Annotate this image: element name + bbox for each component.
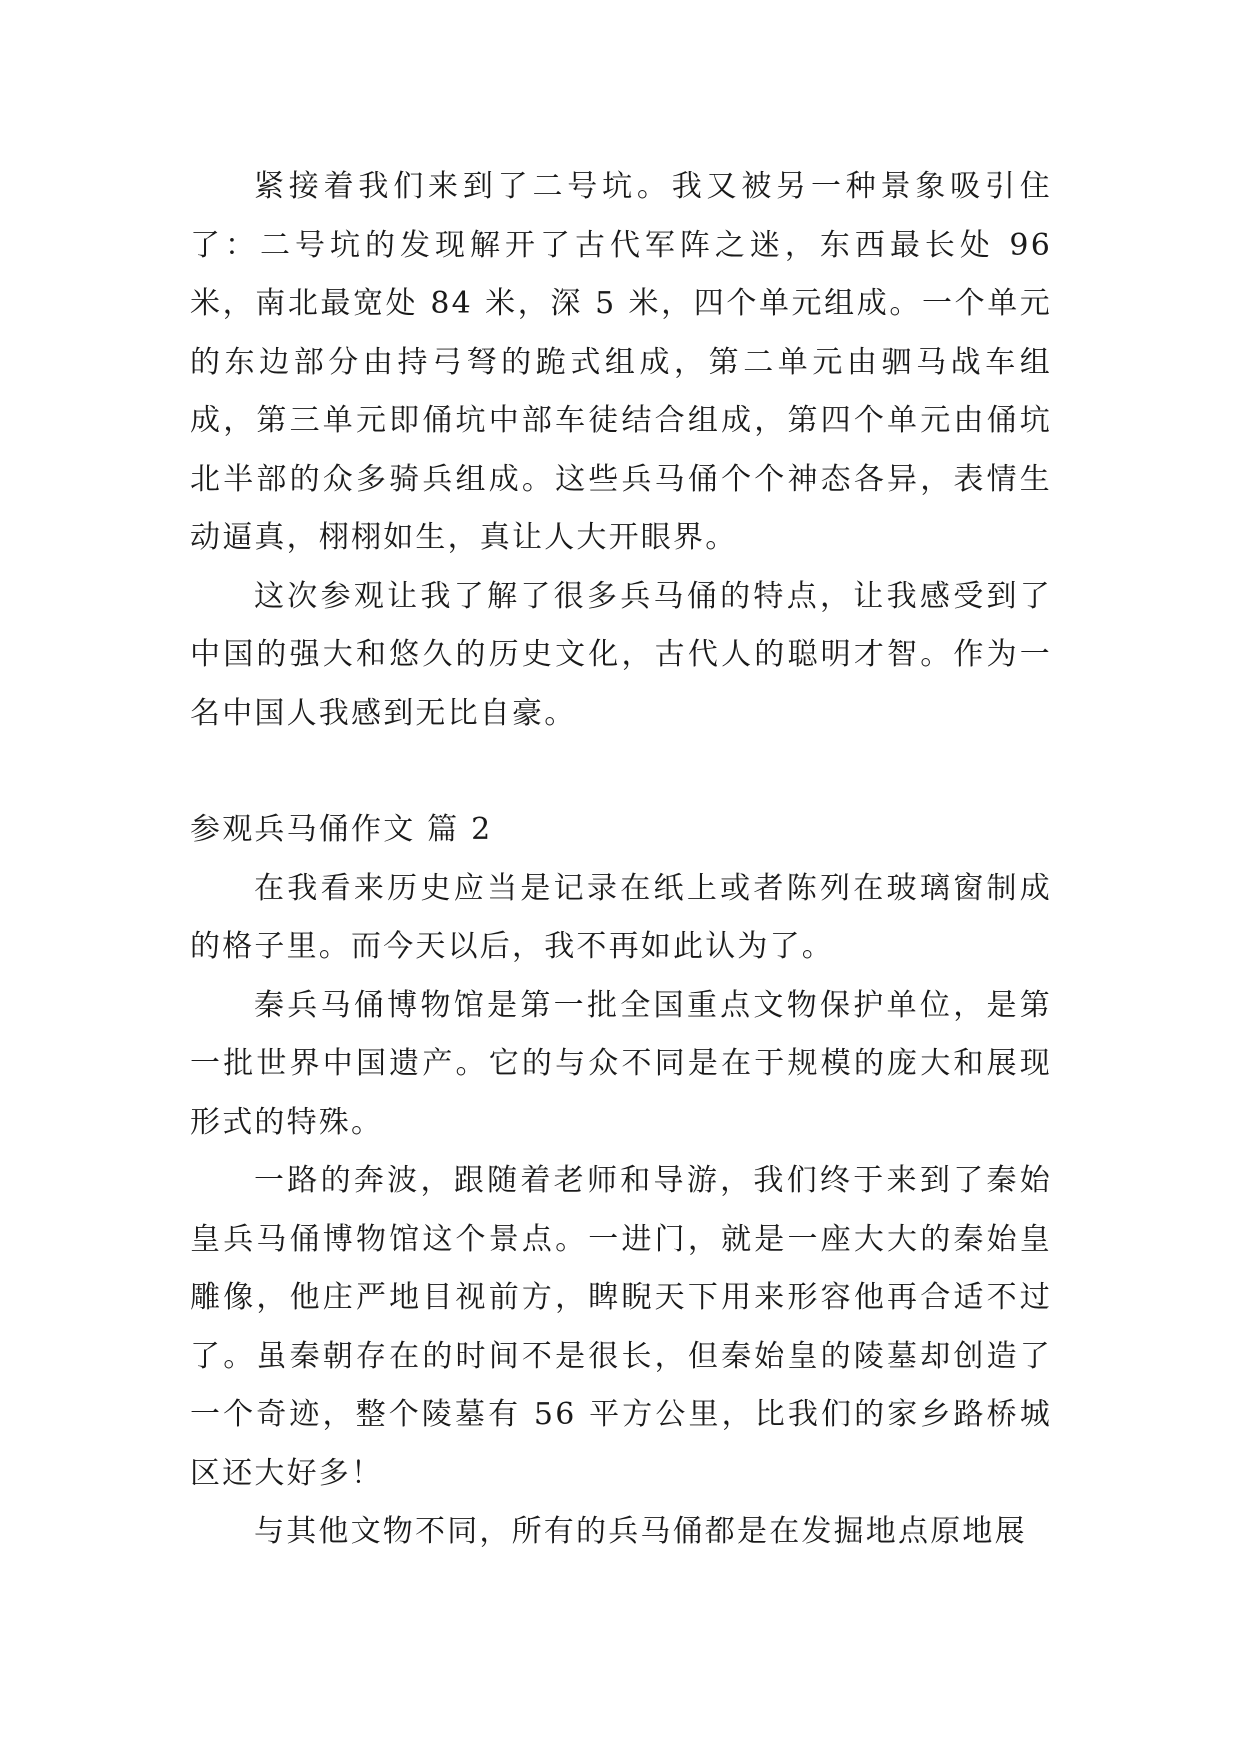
- document-body: [190, 158, 1052, 1562]
- section-title: 参观兵马俑作文 篇 2: [190, 812, 493, 847]
- paragraph-pit-two: 紧接着我们来到了二号坑。我又被另一种景象吸引住了：二号坑的发现解开了古代军阵之迷，东西最长处 96 米，南北最宽处 84 米，深 5 米，四个单元组成。一个单元的东边部分由持弓弩的跪式组成，第二单元由驷马战车组成，第三单元即俑坑中部车徒结合组成，第四个单元由俑坑北半部的众多骑兵组成。这些兵马俑个个神态各异，表情生动逼真，栩栩如生，真让人大开眼界。: [190, 169, 1052, 555]
- paragraph-visit-reflection: 这次参观让我了解了很多兵马俑的特点，让我感受到了中国的强大和悠久的历史文化，古代人的聪明才智。作为一名中国人我感到无比自豪。: [190, 578, 1052, 731]
- paragraph-excavation: 与其他文物不同，所有的兵马俑都是在发掘地点原地展: [254, 1514, 1027, 1549]
- paragraph-history-view: 在我看来历史应当是记录在纸上或者陈列在玻璃窗制成的格子里。而今天以后，我不再如此认为了。: [190, 870, 1052, 964]
- paragraph-museum-intro: 秦兵马俑博物馆是第一批全国重点文物保护单位，是第一批世界中国遗产。它的与众不同是在于规模的庞大和展现形式的特殊。: [190, 987, 1052, 1140]
- paragraph-journey: 一路的奔波，跟随着老师和导游，我们终于来到了秦始皇兵马俑博物馆这个景点。一进门，就是一座大大的秦始皇雕像，他庄严地目视前方，睥睨天下用来形容他再合适不过了。虽秦朝存在的时间不是很长，但秦始皇的陵墓却创造了一个奇迹，整个陵墓有 56 平方公里，比我们的家乡路桥城区还大好多！: [190, 1163, 1052, 1491]
